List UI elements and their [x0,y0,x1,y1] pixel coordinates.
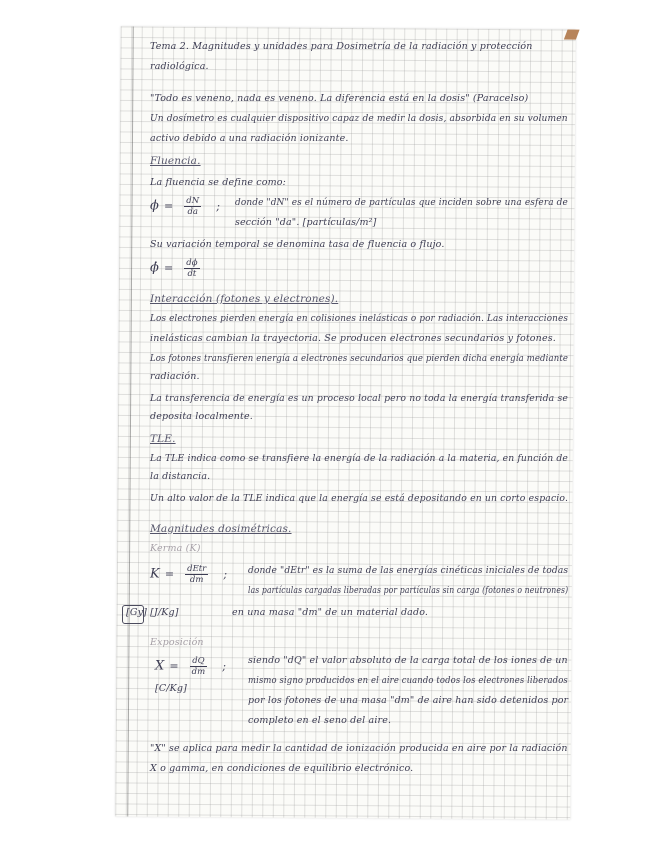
formula-fluence-den: da [187,207,198,217]
formula-exposure-num: dQ [192,656,205,666]
exposure-explanation-4: completo en el seno del aire. [248,715,392,726]
formula-kerma-num: dEtr [187,564,207,574]
exposure-note-1: "X" se aplica para medir la cantidad de ionización producida en aire por la radiación [150,743,568,754]
interaction-line-2: inelásticas cambian la trayectoria. Se producen electrones secundarios y fotones. [150,333,556,344]
heading-fluencia: Fluencia. [150,155,201,167]
formula-flux-lhs: ϕ̇ [150,260,159,276]
formula-exposure-lhs: X [155,658,165,674]
heading-magnitudes: Magnitudes dosimétricas. [150,523,292,535]
interaction-line-5: La transferencia de energía es un proceso local pero no toda la energía transferida se [150,393,569,404]
fluence-explanation-2: sección "da". [partículas/m²] [235,217,377,228]
tle-line-3: Un alto valor de la TLE indica que la energía se está depositando en un corto espacio. [150,493,569,504]
flux-intro: Su variación temporal se denomina tasa de fluencia o flujo. [150,239,445,250]
formula-flux-den: dt [187,269,197,279]
exposure-units: [C/Kg] [155,683,187,694]
kerma-explanation-2: las partículas cargadas liberadas por partículas sin carga (fotones o neutrones) [248,585,569,596]
quote-line: "Todo es veneno, nada es veneno. La diferencia está en la dosis" (Paracelso) [150,93,529,104]
heading-tle: TLE. [150,433,176,445]
title-line-1: Tema 2. Magnitudes y unidades para Dosimetría de la radiación y protección [150,41,533,52]
kerma-explanation-3: en una masa "dm" de un material dado. [232,607,429,618]
exposure-explanation-2: mismo signo producidos en el aire cuando todos los electrones liberados [248,675,568,686]
interaction-line-3: Los fotones transfieren energía a electrones secundarios que pierden dicha energía mediante [150,353,569,364]
fluence-explanation-1: donde "dN" es el número de partículas que inciden sobre una esfera de [235,197,568,208]
formula-fluence-lhs: ϕ [150,198,159,214]
formula-exposure-den: dm [191,667,206,677]
formula-kerma-den: dm [189,575,204,585]
formula-kerma: K = $\frac{\text{dEtr}}{dm}$ ; [150,564,228,585]
tle-line-2: la distancia. [150,471,211,482]
title-line-2: radiológica. [150,61,209,72]
heading-kerma: Kerma (K) [150,543,201,554]
formula-exposure: X = $\frac{dQ}{dm}$ ; [155,656,226,677]
kerma-units: [Gy] [J/Kg] [126,607,179,618]
interaction-line-1: Los electrones pierden energía en colisiones inelásticas o por radiación. Las interacciones [150,313,569,324]
interaction-line-6: deposita localmente. [150,411,253,422]
heading-interaccion: Interacción (fotones y electrones). [150,293,339,305]
interaction-line-4: radiación. [150,371,200,382]
margin-line [127,27,134,817]
tle-line-1: La TLE indica como se transfiere la energía de la radiación a la materia, en función de [150,453,568,464]
exposure-explanation-1: siendo "dQ" el valor absoluto de la carga total de los iones de un [248,655,568,666]
exposure-explanation-3: por los fotones de una masa "dm" de aire han sido detenidos por [248,695,569,706]
page-corner-tab [564,30,580,40]
fluence-intro: La fluencia se define como: [150,177,287,188]
dosimeter-def-line-1: Un dosímetro es cualquier dispositivo capaz de medir la dosis, absorbida en su volumen [150,113,568,124]
formula-flux-num: dϕ [186,258,198,268]
gy-unit-box [122,605,144,624]
dosimeter-def-line-2: activo debido a una radiación ionizante. [150,133,349,144]
formula-kerma-lhs: K [150,566,160,582]
formula-flux: ϕ̇ = $\frac{d\phi}{dt}$ [150,258,198,279]
formula-fluence: ϕ = $\frac{dN}{da}$ ; [150,196,220,217]
heading-exposicion: Exposición [150,637,204,648]
exposure-note-2: X o gamma, en condiciones de equilibrio electrónico. [150,763,414,774]
formula-fluence-num: dN [186,196,200,206]
kerma-explanation-1: donde "dEtr" es la suma de las energías cinéticas iniciales de todas [248,565,569,576]
